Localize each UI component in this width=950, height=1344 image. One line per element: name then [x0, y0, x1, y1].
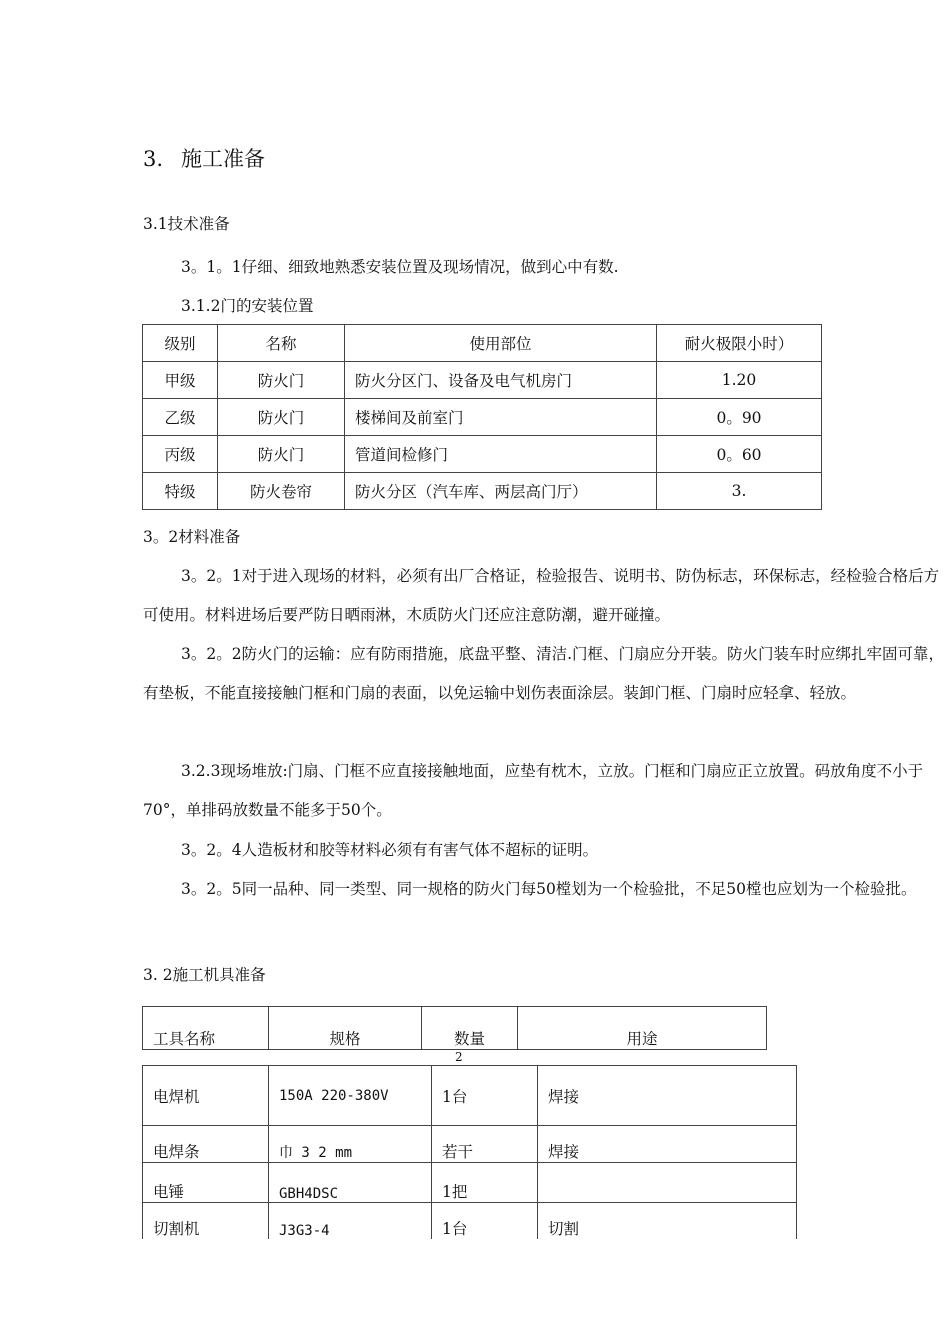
table-row [143, 473, 822, 510]
page-number: 2 [455, 1050, 463, 1064]
material-para-2: 3。2。2防火门的运输：应有防雨措施，底盘平整、清洁.门框、门扇应分开装。防火门装车时应绑扎牢固可靠，有垫板，不能直接接触门框和门扇的表面，以免运输中划伤表面涂层。装卸门框、门扇时应轻拿、轻放。 [143, 645, 945, 702]
table-cell: 电焊条 [143, 1126, 269, 1163]
table-header-cell: 用途 [518, 1007, 767, 1050]
table-row [143, 1066, 797, 1126]
table-cell: 楼梯间及前室门 [345, 399, 657, 436]
table-row [143, 1203, 797, 1240]
table-row [143, 362, 822, 399]
table-cell [538, 1163, 797, 1203]
section-title: 施工准备 [181, 147, 265, 171]
table-cell: 甲级 [143, 362, 218, 399]
table-cell: 防火门 [218, 362, 345, 399]
table-row [143, 1126, 797, 1163]
table-cell: 电锤 [143, 1163, 269, 1203]
table-cell: 管道间检修门 [345, 436, 657, 473]
table-cell: GBH4DSC [269, 1163, 432, 1203]
table-cell: 0。60 [657, 436, 822, 473]
table-cell: 防火卷帘 [218, 473, 345, 510]
table-row [143, 436, 822, 473]
table-cell: 防火分区（汽车库、两层高门厅） [345, 473, 657, 510]
table-header-cell: 耐火极限小时） [657, 325, 822, 362]
table-header-cell: 使用部位 [345, 325, 657, 362]
table-cell: 乙级 [143, 399, 218, 436]
table-header-cell: 级别 [143, 325, 218, 362]
table-cell: 电焊机 [143, 1066, 269, 1126]
material-para-4: 3。2。4人造板材和胶等材料必须有有害气体不超标的证明。 [181, 841, 599, 859]
material-prep-heading: 3。2材料准备 [143, 528, 241, 546]
section-heading [143, 143, 265, 173]
table-row [143, 1163, 797, 1203]
table-header-cell: 工具名称 [143, 1007, 269, 1050]
table-header-row [143, 325, 822, 362]
table-cell: 防火门 [218, 436, 345, 473]
table-cell: J3G3-4 [269, 1203, 432, 1240]
material-para-5: 3。2。5同一品种、同一类型、同一规格的防火门每50樘划为一个检验批，不足50樘也应划为一个检验批。 [181, 880, 917, 898]
table-header-cell: 名称 [218, 325, 345, 362]
table-cell: 切割机 [143, 1203, 269, 1240]
section-number: 3. [143, 147, 164, 171]
tool-table [142, 1065, 797, 1239]
material-para-3: 3.2.3现场堆放:门扇、门框不应直接接触地面，应垫有枕木，立放。门框和门扇应正立放置。码放角度不小于70°，单排码放数量不能多于50个。 [143, 762, 924, 819]
table-cell: 150A 220-380V [269, 1066, 432, 1126]
tool-prep-heading: 3. 2施工机具准备 [143, 966, 266, 984]
table-cell: 焊接 [538, 1066, 797, 1126]
table-cell: 特级 [143, 473, 218, 510]
table-cell: 0。90 [657, 399, 822, 436]
tech-prep-item-1: 3。1。1仔细、细致地熟悉安装位置及现场情况，做到心中有数. [181, 258, 619, 276]
table-header-row [143, 1007, 767, 1050]
tool-table-header [142, 1006, 767, 1050]
table-cell: 切割 [538, 1203, 797, 1240]
tech-prep-item-2: 3.1.2门的安装位置 [181, 297, 314, 315]
table-cell: 防火分区门、设备及电气机房门 [345, 362, 657, 399]
table-cell: 焊接 [538, 1126, 797, 1163]
material-para-1: 3。2。1对于进入现场的材料，必须有出厂合格证，检验报告、说明书、防伪标志，环保标志，经检验合格后方可使用。材料进场后要严防日晒雨淋，木质防火门还应注意防潮，避开碰撞。 [143, 567, 940, 624]
table-header-cell: 规格 [269, 1007, 422, 1050]
table-cell: 若干 [432, 1126, 538, 1163]
table-cell: 巾 3 2 mm [269, 1126, 432, 1163]
table-cell: 防火门 [218, 399, 345, 436]
door-install-table [142, 324, 822, 510]
table-cell: 1台 [432, 1203, 538, 1240]
tech-prep-heading: 3.1技术准备 [143, 215, 230, 233]
table-row [143, 399, 822, 436]
table-header-cell: 数量 [422, 1007, 518, 1050]
table-cell: 3. [657, 473, 822, 510]
table-cell: 1把 [432, 1163, 538, 1203]
table-cell: 1台 [432, 1066, 538, 1126]
table-cell: 1.20 [657, 362, 822, 399]
table-cell: 丙级 [143, 436, 218, 473]
